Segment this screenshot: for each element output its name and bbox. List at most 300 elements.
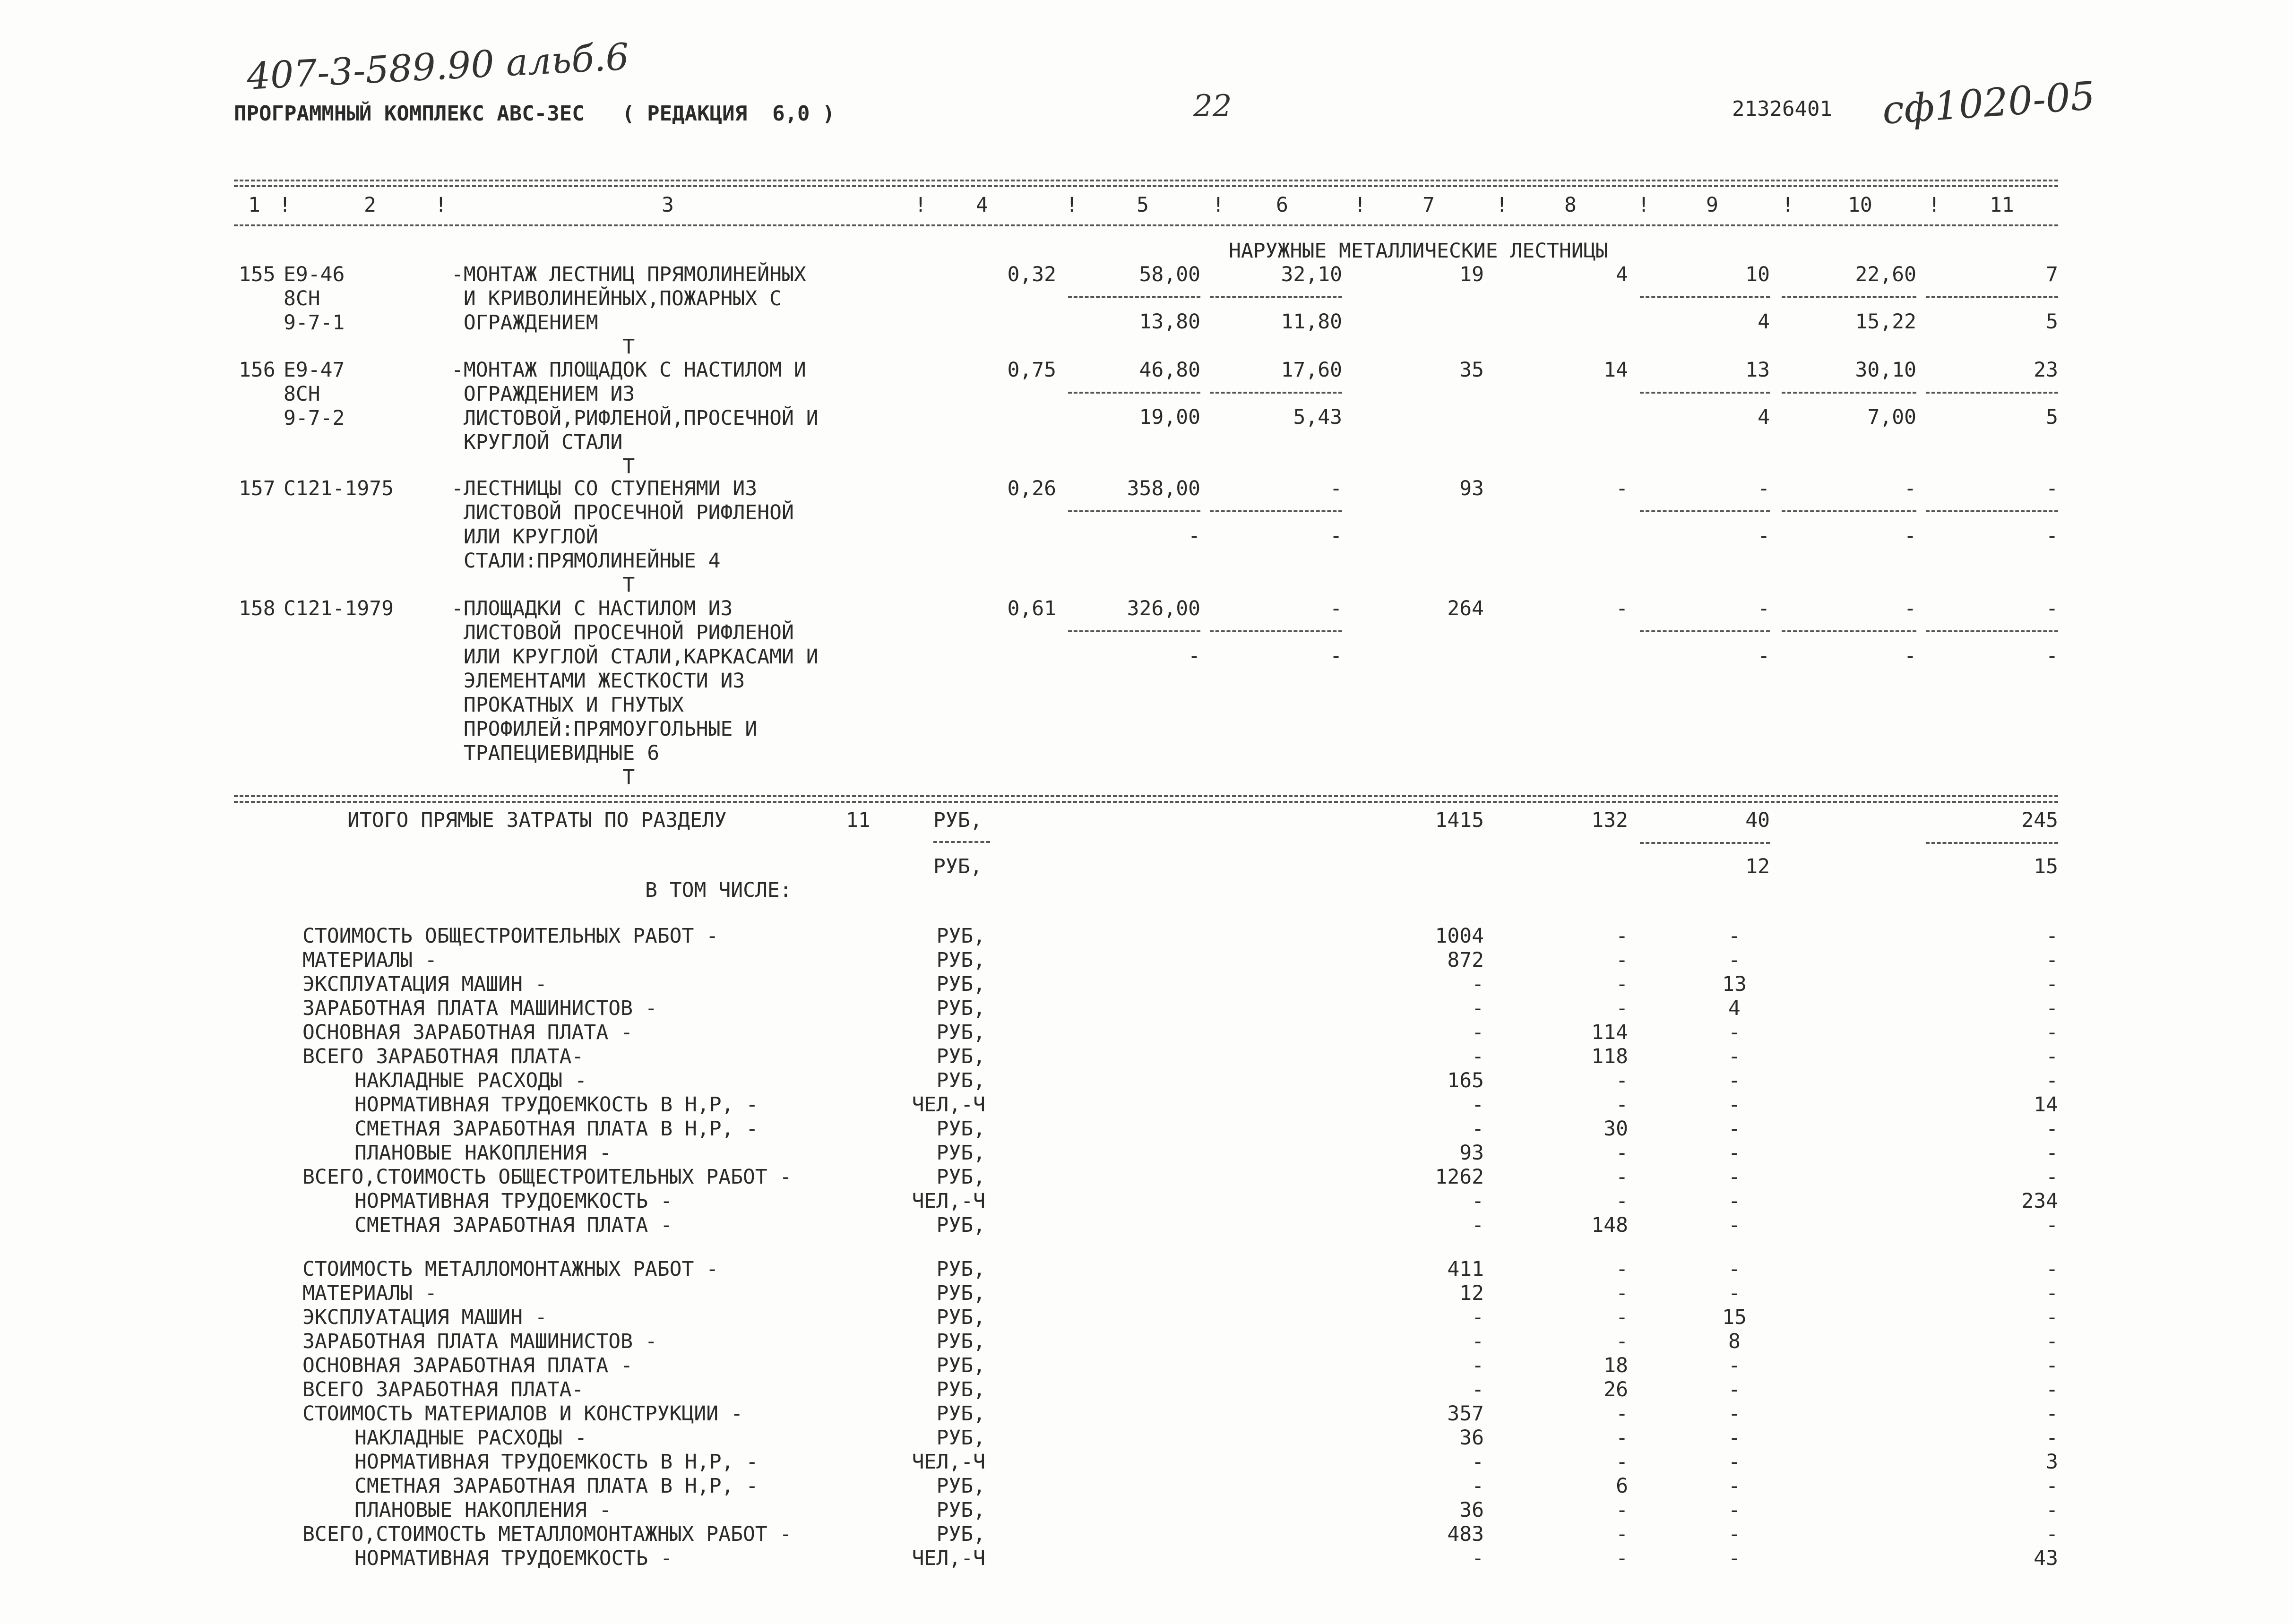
row-description-line: ТРАПЕЦИЕВИДНЫЕ 6 xyxy=(451,741,660,765)
breakdown-col8: - xyxy=(1616,1547,1628,1570)
row-c6-underline xyxy=(1210,296,1342,298)
breakdown-col11: - xyxy=(2046,1069,2058,1092)
column-header-6: 6 xyxy=(1276,193,1288,217)
breakdown-unit: РУБ, xyxy=(936,1330,985,1353)
breakdown-col11: - xyxy=(2046,1498,2058,1522)
total-col7: 1415 xyxy=(1435,808,1484,832)
row-col5-top: 58,00 xyxy=(1139,263,1200,286)
column-separator: ! xyxy=(1066,193,1078,217)
breakdown-col7: - xyxy=(1472,1330,1484,1353)
row-number: 157 xyxy=(239,477,276,500)
breakdown-unit: РУБ, xyxy=(936,924,985,948)
breakdown-col9: 13 xyxy=(1722,972,1747,996)
breakdown-col8: - xyxy=(1616,924,1628,948)
breakdown-col8: 118 xyxy=(1591,1045,1628,1068)
total-col11-bottom: 15 xyxy=(2034,855,2058,878)
breakdown-col7: 1004 xyxy=(1435,924,1484,948)
breakdown-col8: 26 xyxy=(1603,1378,1628,1401)
section-title: НАРУЖНЫЕ МЕТАЛЛИЧЕСКИЕ ЛЕСТНИЦЫ xyxy=(1229,239,1608,263)
breakdown-col9: - xyxy=(1728,1189,1741,1213)
breakdown-col7: - xyxy=(1472,997,1484,1020)
breakdown-col8: - xyxy=(1616,1189,1628,1213)
breakdown-col7: - xyxy=(1472,1045,1484,1068)
row-code: С121-1975 xyxy=(284,477,394,500)
breakdown-col7: - xyxy=(1472,1213,1484,1237)
breakdown-col9: - xyxy=(1728,1257,1741,1281)
total-col9-top: 40 xyxy=(1745,808,1770,832)
row-code: 9-7-2 xyxy=(284,406,345,430)
row-description-line: ЭЛЕМЕНТАМИ ЖЕСТКОСТИ ИЗ xyxy=(451,669,745,693)
handwritten-stamp-code: сф1020-05 xyxy=(1880,73,2097,133)
breakdown-label: НОРМАТИВНАЯ ТРУДОЕМКОСТЬ В Н,Р, - xyxy=(354,1450,759,1474)
row-col10-bottom: 7,00 xyxy=(1867,405,1916,429)
breakdown-unit: РУБ, xyxy=(936,1426,985,1450)
row-code: 8СН xyxy=(284,287,320,310)
column-header-10: 10 xyxy=(1848,193,1872,217)
row-description-line: ОГРАЖДЕНИЕМ ИЗ xyxy=(451,382,635,406)
row-c11-underline xyxy=(1926,392,2058,394)
row-col7: 19 xyxy=(1459,263,1484,286)
totals-rule xyxy=(234,795,2058,797)
row-col11-top: 7 xyxy=(2046,263,2058,286)
row-col4: 0,32 xyxy=(1007,263,1056,286)
breakdown-col9: - xyxy=(1728,1069,1741,1092)
breakdown-unit: РУБ, xyxy=(936,972,985,996)
total-unit-2: РУБ, xyxy=(933,855,983,878)
breakdown-col11: 234 xyxy=(2021,1189,2058,1213)
breakdown-unit: РУБ, xyxy=(936,1069,985,1092)
breakdown-col9: 15 xyxy=(1722,1306,1747,1329)
breakdown-label: НАКЛАДНЫЕ РАСХОДЫ - xyxy=(354,1426,587,1450)
breakdown-unit: РУБ, xyxy=(936,1354,985,1377)
breakdown-label: СМЕТНАЯ ЗАРАБОТНАЯ ПЛАТА В Н,Р, - xyxy=(354,1474,759,1498)
breakdown-label: ВСЕГО,СТОИМОСТЬ ОБЩЕСТРОИТЕЛЬНЫХ РАБОТ - xyxy=(302,1165,792,1189)
breakdown-col11: - xyxy=(2046,1141,2058,1165)
breakdown-col8: - xyxy=(1616,1306,1628,1329)
breakdown-col11: - xyxy=(2046,948,2058,972)
breakdown-label: ЭКСПЛУАТАЦИЯ МАШИН - xyxy=(302,972,547,996)
breakdown-col7: - xyxy=(1472,1354,1484,1377)
breakdown-col11: - xyxy=(2046,972,2058,996)
breakdown-col9: - xyxy=(1728,948,1741,972)
breakdown-col9: 4 xyxy=(1728,997,1741,1020)
breakdown-label: НОРМАТИВНАЯ ТРУДОЕМКОСТЬ - xyxy=(354,1189,673,1213)
breakdown-col8: 18 xyxy=(1603,1354,1628,1377)
breakdown-unit: РУБ, xyxy=(936,1474,985,1498)
breakdown-col7: 1262 xyxy=(1435,1165,1484,1189)
row-col5-bottom: - xyxy=(1188,524,1200,548)
breakdown-col7: - xyxy=(1472,1547,1484,1570)
row-description-line: ИЛИ КРУГЛОЙ xyxy=(451,525,598,549)
breakdown-col7: 12 xyxy=(1459,1281,1484,1305)
breakdown-unit: РУБ, xyxy=(936,1402,985,1426)
column-header-4: 4 xyxy=(976,193,988,217)
column-separator: ! xyxy=(1212,193,1224,217)
row-description-line: Т xyxy=(451,573,635,597)
breakdown-label: НОРМАТИВНАЯ ТРУДОЕМКОСТЬ В Н,Р, - xyxy=(354,1093,759,1117)
row-description-line: -МОНТАЖ ЛЕСТНИЦ ПРЯМОЛИНЕЙНЫХ xyxy=(451,263,806,286)
row-c11-underline xyxy=(1926,630,2058,632)
page-number: 22 xyxy=(1193,89,1232,124)
row-col10-bottom: - xyxy=(1904,524,1916,548)
header-rule-bottom xyxy=(234,224,2058,226)
row-col10-top: - xyxy=(1904,597,1916,620)
row-number: 156 xyxy=(239,358,276,382)
breakdown-col11: - xyxy=(2046,1045,2058,1068)
totals-rule-2 xyxy=(234,801,2058,803)
breakdown-label: ЭКСПЛУАТАЦИЯ МАШИН - xyxy=(302,1306,547,1329)
breakdown-col11: 14 xyxy=(2034,1093,2058,1117)
breakdown-unit: РУБ, xyxy=(936,1281,985,1305)
program-title: ПРОГРАММНЫЙ КОМПЛЕКС АВС-ЗЕС ( РЕДАКЦИЯ 6,0 ) xyxy=(234,102,835,126)
row-col6-bottom: - xyxy=(1330,524,1342,548)
row-col10-bottom: 15,22 xyxy=(1855,310,1916,334)
column-header-1: 1 xyxy=(248,193,260,217)
row-col9-bottom: 4 xyxy=(1758,405,1770,429)
breakdown-unit: РУБ, xyxy=(936,1306,985,1329)
breakdown-col11: - xyxy=(2046,1402,2058,1426)
breakdown-col7: 483 xyxy=(1447,1522,1484,1546)
row-col6-bottom: - xyxy=(1330,644,1342,668)
breakdown-label: ВСЕГО,СТОИМОСТЬ МЕТАЛЛОМОНТАЖНЫХ РАБОТ - xyxy=(302,1522,792,1546)
breakdown-unit: РУБ, xyxy=(936,1165,985,1189)
breakdown-col7: 357 xyxy=(1447,1402,1484,1426)
column-header-11: 11 xyxy=(1990,193,2014,217)
breakdown-label: ОСНОВНАЯ ЗАРАБОТНАЯ ПЛАТА - xyxy=(302,1354,633,1377)
breakdown-col8: 30 xyxy=(1603,1117,1628,1141)
breakdown-col8: - xyxy=(1616,1257,1628,1281)
breakdown-col11: - xyxy=(2046,1281,2058,1305)
breakdown-label: СТОИМОСТЬ МАТЕРИАЛОВ И КОНСТРУКЦИИ - xyxy=(302,1402,743,1426)
breakdown-col11: - xyxy=(2046,1021,2058,1044)
breakdown-unit: РУБ, xyxy=(936,1522,985,1546)
row-c9-underline xyxy=(1640,630,1770,632)
row-description-line: ИЛИ КРУГЛОЙ СТАЛИ,КАРКАСАМИ И xyxy=(451,645,819,669)
row-number: 155 xyxy=(239,263,276,286)
column-separator: ! xyxy=(1638,193,1650,217)
row-c5-underline xyxy=(1068,392,1200,394)
row-description-line: ЛИСТОВОЙ ПРОСЕЧНОЙ РИФЛЕНОЙ xyxy=(451,621,794,644)
row-c5-underline xyxy=(1068,510,1200,512)
row-col6-top: 17,60 xyxy=(1281,358,1342,382)
breakdown-unit: РУБ, xyxy=(936,1045,985,1068)
row-c10-underline xyxy=(1782,392,1916,394)
breakdown-unit: РУБ, xyxy=(936,1498,985,1522)
breakdown-unit: ЧЕЛ,-Ч xyxy=(912,1189,985,1213)
total-section: 11 xyxy=(846,808,871,832)
column-separator: ! xyxy=(279,193,291,217)
row-col5-top: 46,80 xyxy=(1139,358,1200,382)
row-c6-underline xyxy=(1210,392,1342,394)
breakdown-col11: - xyxy=(2046,997,2058,1020)
breakdown-col7: 165 xyxy=(1447,1069,1484,1092)
breakdown-col7: - xyxy=(1472,1306,1484,1329)
row-col7: 93 xyxy=(1459,477,1484,500)
breakdown-col11: - xyxy=(2046,1117,2058,1141)
breakdown-label: ЗАРАБОТНАЯ ПЛАТА МАШИНИСТОВ - xyxy=(302,1330,657,1353)
row-col5-top: 358,00 xyxy=(1127,477,1200,500)
row-col11-bottom: - xyxy=(2046,644,2058,668)
breakdown-col11: 43 xyxy=(2034,1547,2058,1570)
column-header-3: 3 xyxy=(662,193,674,217)
breakdown-label: ВСЕГО ЗАРАБОТНАЯ ПЛАТА- xyxy=(302,1045,584,1068)
breakdown-label: ПЛАНОВЫЕ НАКОПЛЕНИЯ - xyxy=(354,1498,612,1522)
row-col6-top: - xyxy=(1330,477,1342,500)
breakdown-col8: - xyxy=(1616,1498,1628,1522)
row-col6-top: - xyxy=(1330,597,1342,620)
breakdown-col9: - xyxy=(1728,1021,1741,1044)
breakdown-label: СМЕТНАЯ ЗАРАБОТНАЯ ПЛАТА В Н,Р, - xyxy=(354,1117,759,1141)
breakdown-unit: РУБ, xyxy=(936,1117,985,1141)
row-col6-bottom: 5,43 xyxy=(1293,405,1342,429)
breakdown-col11: - xyxy=(2046,1474,2058,1498)
header-rule-top-2 xyxy=(234,185,2058,187)
breakdown-col11: - xyxy=(2046,1306,2058,1329)
breakdown-col9: - xyxy=(1728,1281,1741,1305)
row-col7: 264 xyxy=(1447,597,1484,620)
breakdown-label: МАТЕРИАЛЫ - xyxy=(302,1281,437,1305)
breakdown-label: НОРМАТИВНАЯ ТРУДОЕМКОСТЬ - xyxy=(354,1547,673,1570)
breakdown-label: МАТЕРИАЛЫ - xyxy=(302,948,437,972)
breakdown-col7: 36 xyxy=(1459,1498,1484,1522)
column-separator: ! xyxy=(435,193,447,217)
breakdown-col11: 3 xyxy=(2046,1450,2058,1474)
breakdown-col11: - xyxy=(2046,1354,2058,1377)
breakdown-col11: - xyxy=(2046,1213,2058,1237)
row-description-line: И КРИВОЛИНЕЙНЫХ,ПОЖАРНЫХ С xyxy=(451,287,782,310)
breakdown-col7: - xyxy=(1472,1474,1484,1498)
breakdown-label: СТОИМОСТЬ ОБЩЕСТРОИТЕЛЬНЫХ РАБОТ - xyxy=(302,924,719,948)
row-col5-bottom: 13,80 xyxy=(1139,310,1200,334)
column-header-2: 2 xyxy=(364,193,376,217)
breakdown-col7: - xyxy=(1472,1450,1484,1474)
breakdown-unit: РУБ, xyxy=(936,948,985,972)
row-col8: - xyxy=(1616,597,1628,620)
breakdown-col9: 8 xyxy=(1728,1330,1741,1353)
breakdown-unit: РУБ, xyxy=(936,997,985,1020)
row-c5-underline xyxy=(1068,296,1200,298)
row-col10-bottom: - xyxy=(1904,644,1916,668)
row-col4: 0,75 xyxy=(1007,358,1056,382)
row-description-line: ЛИСТОВОЙ,РИФЛЕНОЙ,ПРОСЕЧНОЙ И xyxy=(451,406,819,430)
breakdown-col7: - xyxy=(1472,972,1484,996)
total-col8: 132 xyxy=(1591,808,1628,832)
breakdown-col7: - xyxy=(1472,1021,1484,1044)
breakdown-col11: - xyxy=(2046,1257,2058,1281)
row-c10-underline xyxy=(1782,630,1916,632)
total-label: ИТОГО ПРЯМЫЕ ЗАТРАТЫ ПО РАЗДЕЛУ xyxy=(347,808,727,832)
row-col11-top: - xyxy=(2046,477,2058,500)
breakdown-col9: - xyxy=(1728,1213,1741,1237)
breakdown-unit: ЧЕЛ,-Ч xyxy=(912,1547,985,1570)
row-description-line: СТАЛИ:ПРЯМОЛИНЕЙНЫЕ 4 xyxy=(451,549,721,573)
breakdown-unit: ЧЕЛ,-Ч xyxy=(912,1093,985,1117)
row-col9-top: - xyxy=(1758,597,1770,620)
row-description-line: -ЛЕСТНИЦЫ СО СТУПЕНЯМИ ИЗ xyxy=(451,477,758,500)
breakdown-col11: - xyxy=(2046,1330,2058,1353)
row-col9-top: 10 xyxy=(1745,263,1770,286)
row-col4: 0,61 xyxy=(1007,597,1056,620)
breakdown-col8: 114 xyxy=(1591,1021,1628,1044)
column-separator: ! xyxy=(914,193,927,217)
row-description-line: Т xyxy=(451,335,635,359)
row-col9-bottom: - xyxy=(1758,524,1770,548)
breakdown-col9: - xyxy=(1728,1450,1741,1474)
breakdown-unit: РУБ, xyxy=(936,1213,985,1237)
row-c9-underline xyxy=(1640,392,1770,394)
row-col8: - xyxy=(1616,477,1628,500)
column-separator: ! xyxy=(1782,193,1794,217)
breakdown-col9: - xyxy=(1728,924,1741,948)
total-unit: РУБ, xyxy=(933,808,983,832)
breakdown-col8: - xyxy=(1616,1450,1628,1474)
total-col9-bottom: 12 xyxy=(1745,855,1770,878)
breakdown-col11: - xyxy=(2046,1165,2058,1189)
row-code: Е9-46 xyxy=(284,263,345,286)
breakdown-col7: - xyxy=(1472,1189,1484,1213)
row-c9-underline xyxy=(1640,296,1770,298)
row-col11-bottom: 5 xyxy=(2046,405,2058,429)
breakdown-col8: - xyxy=(1616,1426,1628,1450)
breakdown-label: СМЕТНАЯ ЗАРАБОТНАЯ ПЛАТА - xyxy=(354,1213,673,1237)
breakdown-col7: 93 xyxy=(1459,1141,1484,1165)
row-c6-underline xyxy=(1210,630,1342,632)
row-c10-underline xyxy=(1782,510,1916,512)
breakdown-col9: - xyxy=(1728,1522,1741,1546)
breakdown-unit: РУБ, xyxy=(936,1141,985,1165)
breakdown-col9: - xyxy=(1728,1547,1741,1570)
row-col9-bottom: 4 xyxy=(1758,310,1770,334)
breakdown-col9: - xyxy=(1728,1354,1741,1377)
row-code: Е9-47 xyxy=(284,358,345,382)
column-header-5: 5 xyxy=(1137,193,1149,217)
row-col7: 35 xyxy=(1459,358,1484,382)
column-header-9: 9 xyxy=(1706,193,1718,217)
row-col9-bottom: - xyxy=(1758,644,1770,668)
total-col11-underline xyxy=(1926,842,2058,844)
row-description-line: ОГРАЖДЕНИЕМ xyxy=(451,311,598,335)
row-code: 8СН xyxy=(284,382,320,406)
breakdown-label: ПЛАНОВЫЕ НАКОПЛЕНИЯ - xyxy=(354,1141,612,1165)
breakdown-col8: - xyxy=(1616,972,1628,996)
row-c10-underline xyxy=(1782,296,1916,298)
row-col6-bottom: 11,80 xyxy=(1281,310,1342,334)
breakdown-col11: - xyxy=(2046,1378,2058,1401)
row-description-line: ПРОКАТНЫХ И ГНУТЫХ xyxy=(451,693,684,717)
column-separator: ! xyxy=(1928,193,1940,217)
breakdown-unit: РУБ, xyxy=(936,1021,985,1044)
column-separator: ! xyxy=(1496,193,1508,217)
breakdown-col9: - xyxy=(1728,1474,1741,1498)
row-col8: 14 xyxy=(1603,358,1628,382)
row-description-line: Т xyxy=(451,455,635,478)
breakdown-col7: - xyxy=(1472,1093,1484,1117)
breakdown-col7: 872 xyxy=(1447,948,1484,972)
breakdown-label: ОСНОВНАЯ ЗАРАБОТНАЯ ПЛАТА - xyxy=(302,1021,633,1044)
row-col5-bottom: 19,00 xyxy=(1139,405,1200,429)
row-col10-top: - xyxy=(1904,477,1916,500)
breakdown-col8: 148 xyxy=(1591,1213,1628,1237)
row-description-line: -ПЛОЩАДКИ С НАСТИЛОМ ИЗ xyxy=(451,597,733,620)
handwritten-doc-ref: 407-3-589.90 альб.6 xyxy=(246,35,630,98)
breakdown-col8: - xyxy=(1616,1330,1628,1353)
row-c5-underline xyxy=(1068,630,1200,632)
breakdown-col8: - xyxy=(1616,1141,1628,1165)
row-col9-top: - xyxy=(1758,477,1770,500)
row-col5-top: 326,00 xyxy=(1127,597,1200,620)
column-separator: ! xyxy=(1354,193,1366,217)
breakdown-unit: РУБ, xyxy=(936,1378,985,1401)
row-c6-underline xyxy=(1210,510,1342,512)
breakdown-label: НАКЛАДНЫЕ РАСХОДЫ - xyxy=(354,1069,587,1092)
breakdown-col8: - xyxy=(1616,1522,1628,1546)
row-col4: 0,26 xyxy=(1007,477,1056,500)
breakdown-col11: - xyxy=(2046,1522,2058,1546)
header-rule-top xyxy=(234,180,2058,181)
including-label: В ТОМ ЧИСЛЕ: xyxy=(645,878,792,902)
row-col10-top: 22,60 xyxy=(1855,263,1916,286)
breakdown-label: СТОИМОСТЬ МЕТАЛЛОМОНТАЖНЫХ РАБОТ - xyxy=(302,1257,719,1281)
row-col10-top: 30,10 xyxy=(1855,358,1916,382)
breakdown-col9: - xyxy=(1728,1093,1741,1117)
row-col11-top: 23 xyxy=(2034,358,2058,382)
breakdown-col7: - xyxy=(1472,1378,1484,1401)
breakdown-label: ЗАРАБОТНАЯ ПЛАТА МАШИНИСТОВ - xyxy=(302,997,657,1020)
breakdown-col8: - xyxy=(1616,1093,1628,1117)
breakdown-col9: - xyxy=(1728,1165,1741,1189)
breakdown-col9: - xyxy=(1728,1378,1741,1401)
breakdown-col7: - xyxy=(1472,1117,1484,1141)
breakdown-col11: - xyxy=(2046,1426,2058,1450)
row-c11-underline xyxy=(1926,510,2058,512)
breakdown-col11: - xyxy=(2046,924,2058,948)
row-description-line: -МОНТАЖ ПЛОЩАДОК С НАСТИЛОМ И xyxy=(451,358,806,382)
breakdown-col8: - xyxy=(1616,997,1628,1020)
total-col11-top: 245 xyxy=(2021,808,2058,832)
row-c9-underline xyxy=(1640,510,1770,512)
row-c11-underline xyxy=(1926,296,2058,298)
breakdown-col9: - xyxy=(1728,1117,1741,1141)
column-header-7: 7 xyxy=(1422,193,1435,217)
document-id: 21326401 xyxy=(1732,97,1832,121)
breakdown-col7: 411 xyxy=(1447,1257,1484,1281)
total-col9-underline xyxy=(1640,842,1770,844)
row-description-line: ЛИСТОВОЙ ПРОСЕЧНОЙ РИФЛЕНОЙ xyxy=(451,501,794,524)
breakdown-col8: - xyxy=(1616,1069,1628,1092)
breakdown-col8: - xyxy=(1616,1165,1628,1189)
breakdown-col9: - xyxy=(1728,1402,1741,1426)
row-description-line: КРУГЛОЙ СТАЛИ xyxy=(451,430,623,454)
breakdown-col8: - xyxy=(1616,948,1628,972)
breakdown-col9: - xyxy=(1728,1426,1741,1450)
row-col11-bottom: - xyxy=(2046,524,2058,548)
row-description-line: Т xyxy=(451,765,635,789)
breakdown-unit: РУБ, xyxy=(936,1257,985,1281)
breakdown-col8: 6 xyxy=(1616,1474,1628,1498)
breakdown-col7: 36 xyxy=(1459,1426,1484,1450)
row-col5-bottom: - xyxy=(1188,644,1200,668)
breakdown-col9: - xyxy=(1728,1141,1741,1165)
breakdown-label: ВСЕГО ЗАРАБОТНАЯ ПЛАТА- xyxy=(302,1378,584,1401)
row-code: 9-7-1 xyxy=(284,311,345,335)
row-col9-top: 13 xyxy=(1745,358,1770,382)
total-unit-underline xyxy=(933,841,990,843)
row-col6-top: 32,10 xyxy=(1281,263,1342,286)
column-header-8: 8 xyxy=(1564,193,1577,217)
row-col11-top: - xyxy=(2046,597,2058,620)
row-description-line: ПРОФИЛЕЙ:ПРЯМОУГОЛЬНЫЕ И xyxy=(451,717,758,741)
breakdown-col8: - xyxy=(1616,1402,1628,1426)
